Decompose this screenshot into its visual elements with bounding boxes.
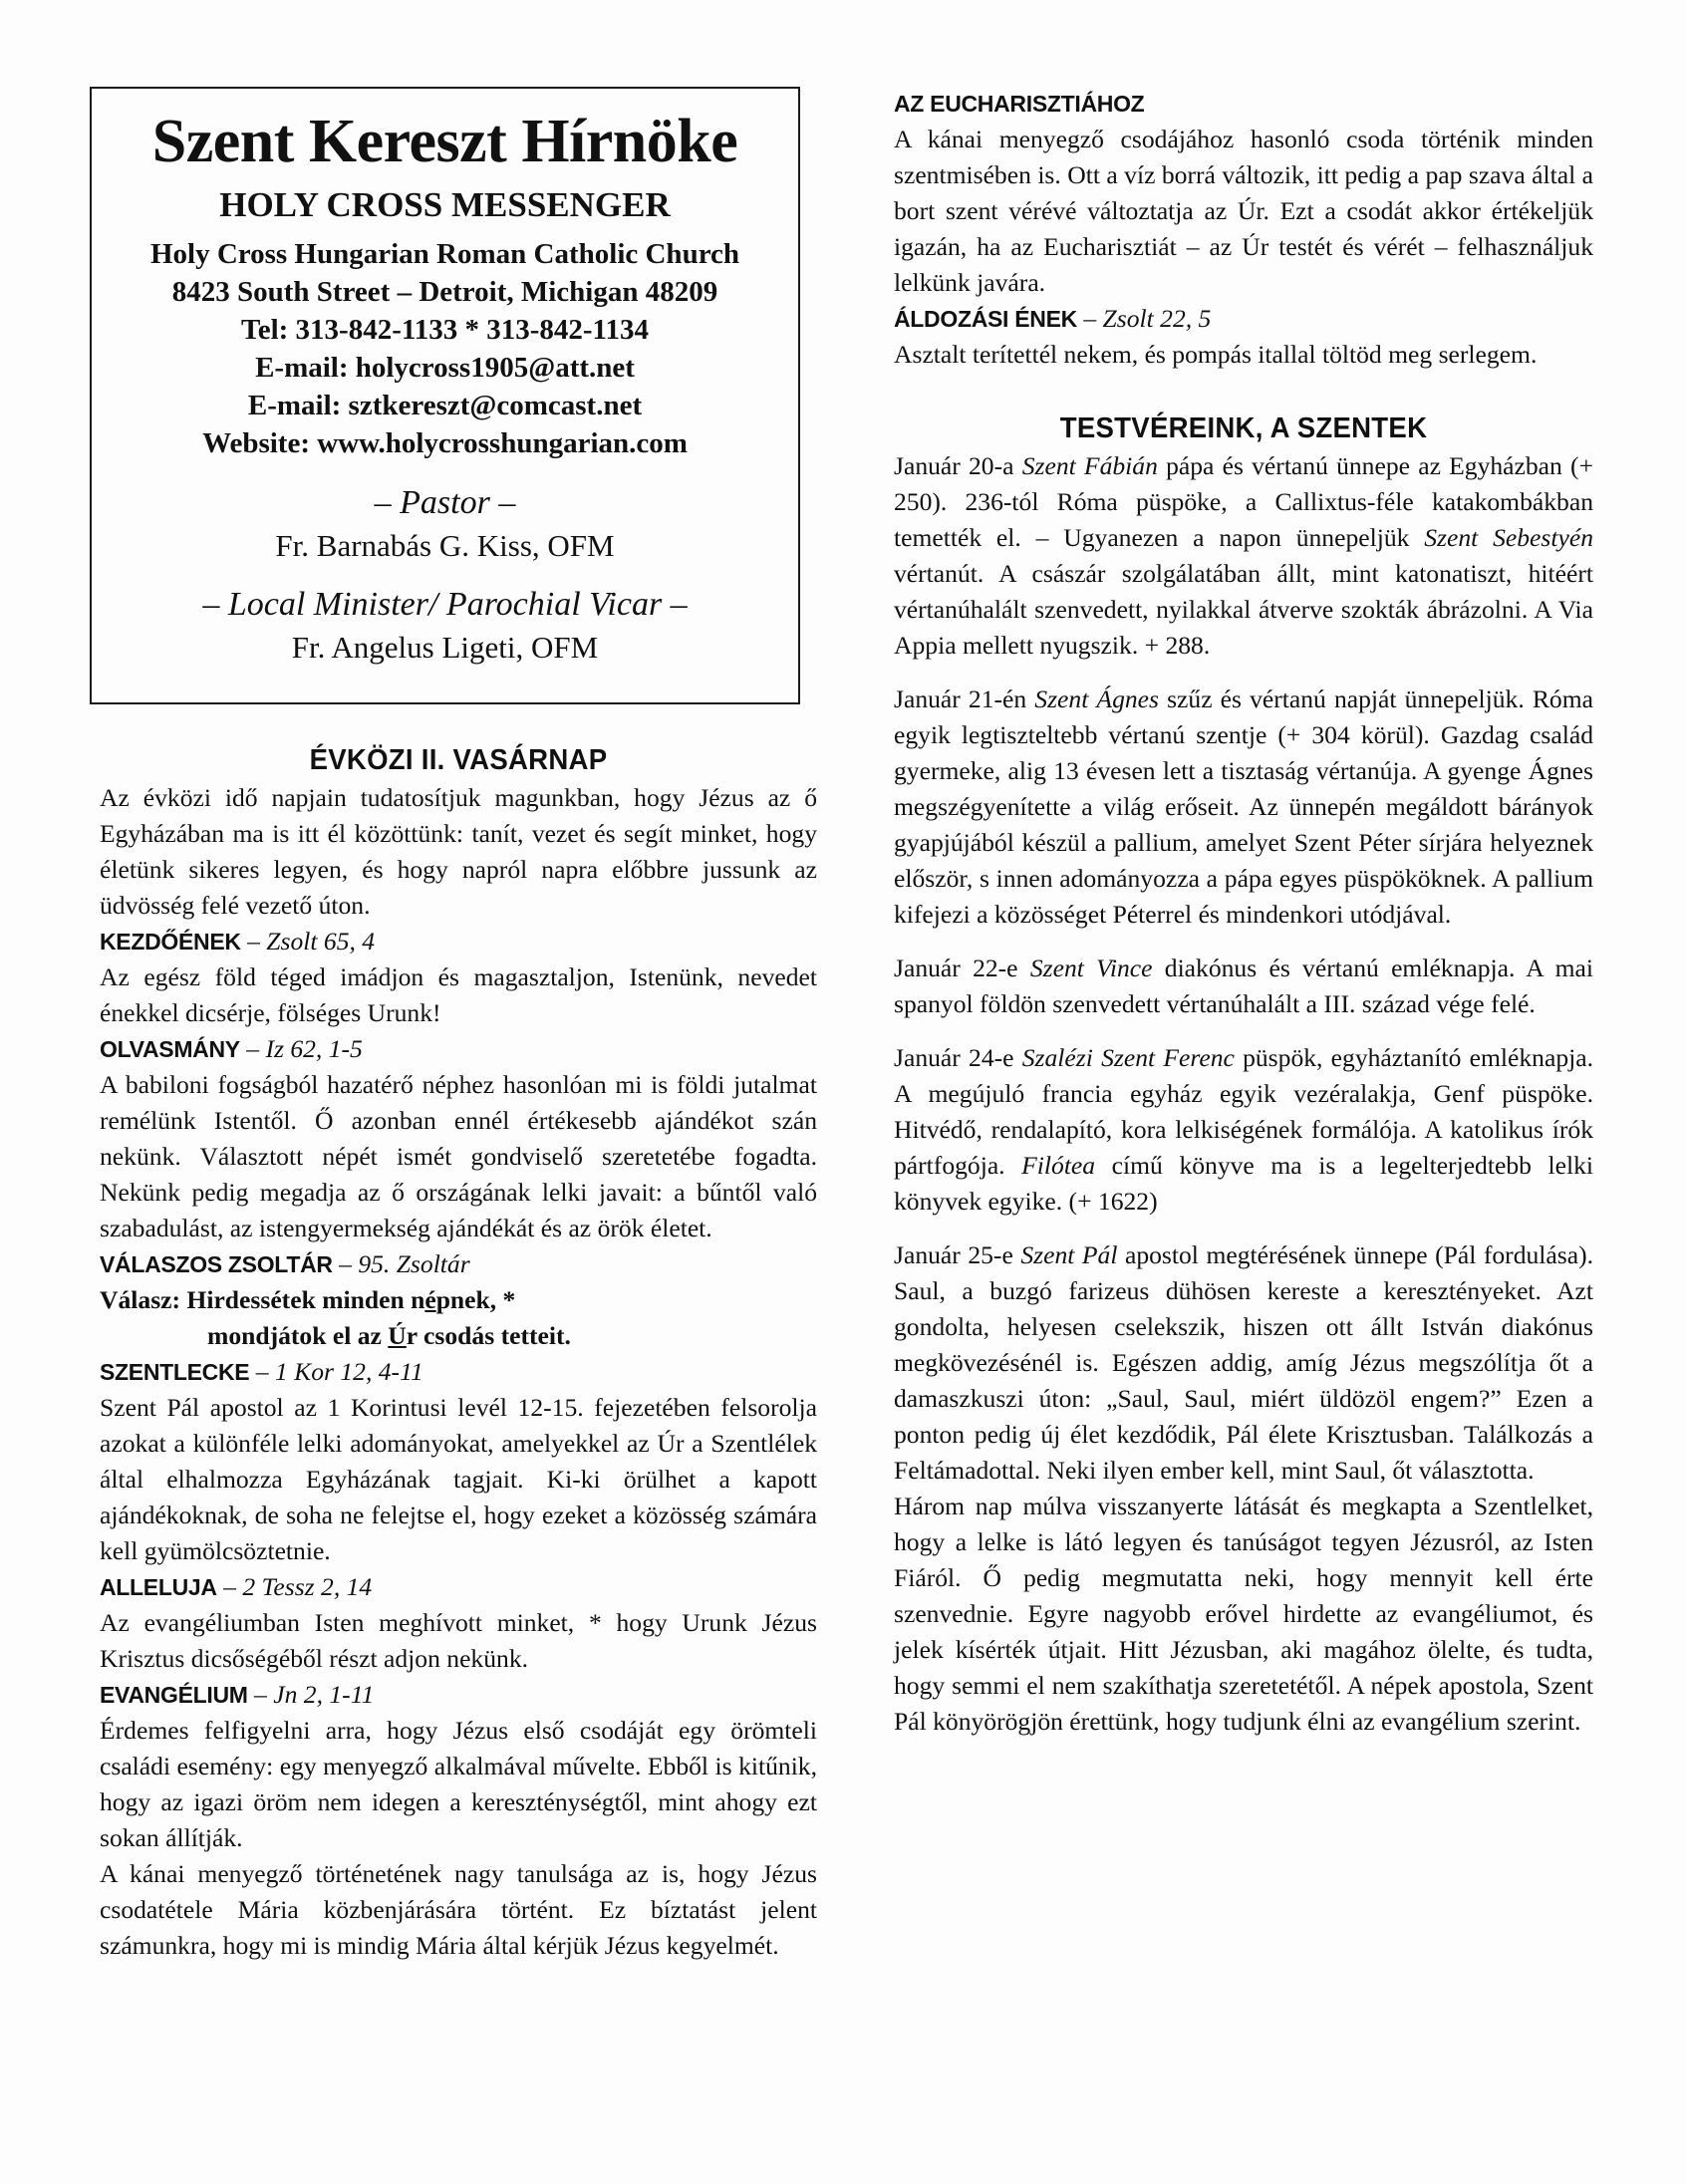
vicar-name: Fr. Angelus Ligeti, OFM bbox=[291, 630, 599, 666]
olvasmany-text: A babiloni fogságból hazatérő néphez hasonlóan mi is földi jutalmat remélünk Istentől. Ő azonban ennél értékesebb ajándékot szán nekünk. Választott népét ismét gondviselő szeretetébe fogadta. Nekünk pedig megadja az ő országának lelki javait: a bűntől való szabadulást, az istengyermekség ajándékát és az örök életet. bbox=[100, 1070, 817, 1242]
spacer bbox=[894, 933, 1593, 951]
kezdoenek-text: Az egész föld téged imádjon és magasztaljon, Istenünk, nevedet énekkel dicsérje, fölséges Urunk! bbox=[100, 962, 817, 1027]
saint-text: püspök, egyháztanító emléknapja. A megújuló francia egyház egyik vezéralakja, Genf püspöke. Hitvédő, rendalapító, kora lelkiségének formálója. A katolikus írók pártfogója. bbox=[894, 1043, 1594, 1180]
evangelium-dash: – bbox=[247, 1680, 274, 1709]
saint-entry-jan20 bbox=[894, 448, 1593, 664]
eucharisztia-heading bbox=[894, 86, 1593, 122]
zsoltar-heading bbox=[100, 1246, 817, 1282]
szentlecke-text: Szent Pál apostol az 1 Korintusi levél 12-15. fejezetében felsorolja azokat a különféle lelki adományokat, amelyekkel az Úr a Szentlélek által elhalmozza Egyházának tagjait. Ki-ki örülhet a kapott ajándékoknak, de soha ne felejtse el, hogy ezeket a közösség számára kell gyümölcsöztetnie. bbox=[100, 1393, 817, 1565]
saint-text-2: vértanút. A császár szolgálatában állt, mint katonatiszt, hitéért vértanúhalált szenvedett, nyilakkal átverve szokták ábrázolni. A Via Appia mellett nyugszik. + 288. bbox=[894, 559, 1593, 660]
evangelium-text-2: A kánai menyegző történetének nagy tanulsága az is, hogy Jézus csodatétele Mária közbenjárására történt. Ez bíztatást jelent számunkra, hogy mi is mindig Mária által kérjük Jézus kegyelmét. bbox=[100, 1859, 817, 1960]
spacer bbox=[894, 1022, 1593, 1040]
saint-date: Január 25-e bbox=[894, 1240, 1021, 1269]
kezdoenek-dash: – bbox=[240, 927, 267, 956]
psalm-response bbox=[100, 1282, 817, 1354]
spacer bbox=[894, 664, 1593, 682]
saint-name: Szent Ágnes bbox=[1034, 684, 1159, 713]
church-name: Holy Cross Hungarian Roman Catholic Church bbox=[149, 237, 740, 270]
response-2-prefix: mondjátok el az bbox=[207, 1321, 389, 1350]
kezdoenek-heading bbox=[100, 924, 817, 959]
saint-text: apostol megtérésének ünnepe (Pál fordulása). Saul, a buzgó farizeus dühösen kereste a keresztényeket. Azt gondolta, helyesen cselekszik, hiszen ott állt István diakónus megkövezésénél is. Egészen addig, amíg Jézus megszólítja őt a damaszkuszi úton: „Saul, Saul, miért üldözöl engem?” Ezen a ponton pedig új élet kezdődik, Pál élete Krisztusban. Találkozás a Feltámadottal. Neki ilyen ember kell, mint Saul, őt választotta. bbox=[894, 1240, 1594, 1485]
newsletter-subtitle: HOLY CROSS MESSENGER bbox=[219, 185, 671, 224]
saint-text-2: című könyve ma is a legelterjedtebb lelki könyvek egyike. (+ 1622) bbox=[894, 1151, 1593, 1216]
spacer bbox=[894, 373, 1593, 409]
eucharisztia-text: A kánai menyegző csodájához hasonló csoda történik minden szentmisében is. Ott a víz borrá változik, itt pedig a pap szava által a bort szent vérévé változtatja az Úr. Ezt a csodát akkor értékeljük igazán, ha az Eucharisztiát – az Úr testét és vérét – felhasználjuk lelkünk javára. bbox=[894, 125, 1593, 297]
response-1-accent: é bbox=[424, 1285, 436, 1314]
saint-entry-jan25-cont: Három nap múlva visszanyerte látását és megkapta a Szentlelket, hogy a lelke is látó legyen és tanúságot tegyen Jézusról, az Isten Fiáról. Ő pedig megmutatta neki, hogy mennyit kell érte szenvednie. Egyre nagyobb erővel hirdette az evangéliumot, és jelek kísérték útjait. Hitt Jézusban, aki magához ölelte, és tudta, hogy semmi el nem szakíthatja szeretetétől. A népek apostola, Szent Pál könyörögjön érettünk, hogy tudjunk élni az evangélium szerint. bbox=[894, 1492, 1593, 1736]
szentlecke-dash: – bbox=[249, 1357, 275, 1386]
saint-text: pápa és vértanú ünnepe az Egyházban (+ 250). 236-tól Róma püspöke, a Callixtus-féle katakombákban temették el. – Ugyanezen a napon ünnepeljük bbox=[894, 451, 1593, 552]
olvasmany-ref: Iz 62, 1-5 bbox=[265, 1034, 363, 1063]
szentlecke-heading bbox=[100, 1354, 817, 1390]
alleluja-label: ALLELUJA bbox=[100, 1574, 217, 1600]
saint-entry-jan25 bbox=[894, 1237, 1593, 1489]
pastor-name: Fr. Barnabás G. Kiss, OFM bbox=[275, 527, 615, 563]
response-line-1 bbox=[100, 1285, 515, 1314]
book-title: Filótea bbox=[1021, 1151, 1096, 1180]
church-email-2: E-mail: sztkereszt@comcast.net bbox=[247, 389, 643, 421]
saint-name-2: Szent Sebestyén bbox=[1424, 523, 1593, 552]
kezdoenek-ref: Zsolt 65, 4 bbox=[266, 927, 376, 956]
kezdoenek-label: KEZDŐÉNEK bbox=[100, 929, 241, 955]
saint-text: diakónus és vértanú emléknapja. A mai spanyol földön szenvedett vértanúhalált a III. század vége felé. bbox=[894, 954, 1594, 1018]
church-address: 8423 South Street – Detroit, Michigan 48209 bbox=[171, 275, 718, 308]
aldozasi-text: Asztalt terítettél nekem, és pompás itallal töltöd meg serlegem. bbox=[894, 340, 1538, 369]
pastor-role: – Pastor – bbox=[374, 483, 516, 521]
olvasmany-dash: – bbox=[239, 1034, 266, 1063]
szentlecke-ref: 1 Kor 12, 4-11 bbox=[274, 1357, 423, 1386]
spacer bbox=[894, 1220, 1593, 1237]
aldozasi-label: ÁLDOZÁSI ÉNEK bbox=[894, 306, 1077, 332]
aldozasi-dash: – bbox=[1076, 304, 1103, 333]
saint-date: Január 20-a bbox=[894, 451, 1022, 480]
aldozasi-heading bbox=[894, 301, 1593, 337]
vicar-role: – Local Minister/ Parochial Vicar – bbox=[202, 585, 688, 623]
masthead-box bbox=[90, 87, 800, 704]
saint-text: szűz és vértanú napját ünnepeljük. Róma egyik legtiszteltebb vértanú szentje (+ 304 körül). Gazdag család gyermeke, alig 13 évesen lett a tisztaság vértanúja. A gyenge Ágnes megszégyenítette a világ erőseit. Az ünnepén megáldott bárányok gyapjújából készül a pallium, amelyet Szent Péter sírjára helyeznek először, s innen adományozza a pápa egyes püspököknek. A pallium kifejezi a közösséget Péterrel és mindenkori utódjával. bbox=[894, 684, 1593, 929]
response-2-accent: Ú bbox=[388, 1321, 407, 1350]
olvasmany-heading bbox=[100, 1031, 817, 1067]
evangelium-label: EVANGÉLIUM bbox=[100, 1682, 248, 1708]
sunday-title: ÉVKÖZI II. VASÁRNAP bbox=[309, 744, 608, 776]
szentlecke-label: SZENTLECKE bbox=[100, 1359, 250, 1385]
church-phone: Tel: 313-842-1133 * 313-842-1134 bbox=[241, 313, 649, 346]
response-2-suffix: r csodás tetteit. bbox=[406, 1321, 571, 1350]
alleluja-ref: 2 Tessz 2, 14 bbox=[242, 1572, 373, 1601]
evangelium-heading bbox=[100, 1677, 817, 1713]
alleluja-text: Az evangéliumban Isten meghívott minket, * hogy Urunk Jézus Krisztus dicsőségéből részt adjon nekünk. bbox=[100, 1608, 817, 1673]
sunday-intro: Az évközi idő napjain tudatosítjuk magunkban, hogy Jézus az ő Egyházában ma is itt él közöttünk: tanít, vezet és segít minket, hogy életünk sikeres legyen, és hogy napról napra előbbre jussunk az üdvösség felé vezető úton. bbox=[100, 783, 817, 920]
evangelium-ref: Jn 2, 1-11 bbox=[273, 1680, 375, 1709]
response-1-suffix: pnek, * bbox=[435, 1285, 516, 1314]
newsletter-title: Szent Kereszt Hírnöke bbox=[151, 108, 738, 175]
saint-name: Szent Vince bbox=[1029, 954, 1153, 982]
saint-date: Január 24-e bbox=[894, 1043, 1022, 1072]
saint-date: Január 21-én bbox=[894, 684, 1035, 713]
saint-entry-jan21 bbox=[894, 682, 1593, 933]
alleluja-dash: – bbox=[216, 1572, 243, 1601]
evangelium-text-1: Érdemes felfigyelni arra, hogy Jézus első csodáját egy örömteli családi esemény: egy menyegző alkalmával művelte. Ebből is kitűnik, hogy az igazi öröm nem idegen a kereszténységtől, mint ahogy ezt sokan állítják. bbox=[100, 1716, 817, 1852]
zsoltar-dash: – bbox=[332, 1249, 359, 1278]
saint-name: Szent Fábián bbox=[1021, 451, 1158, 480]
left-column bbox=[100, 740, 817, 1964]
response-line-2 bbox=[100, 1318, 817, 1354]
church-website: Website: www.holycrosshungarian.com bbox=[202, 426, 688, 459]
church-email-1: E-mail: holycross1905@att.net bbox=[255, 351, 635, 384]
saint-entry-jan24 bbox=[894, 1040, 1593, 1220]
olvasmany-label: OLVASMÁNY bbox=[100, 1036, 240, 1062]
saints-title: TESTVÉREINK, A SZENTEK bbox=[1059, 412, 1428, 444]
alleluja-heading bbox=[100, 1569, 817, 1605]
response-1-prefix: Válasz: Hirdessétek minden n bbox=[100, 1285, 425, 1314]
saint-entry-jan22 bbox=[894, 951, 1593, 1022]
zsoltar-ref: 95. Zsoltár bbox=[358, 1249, 470, 1278]
saint-name: Szalézi Szent Ferenc bbox=[1021, 1043, 1235, 1072]
right-column bbox=[894, 86, 1593, 1740]
saint-name: Szent Pál bbox=[1020, 1240, 1118, 1269]
zsoltar-label: VÁLASZOS ZSOLTÁR bbox=[100, 1251, 333, 1277]
aldozasi-ref: Zsolt 22, 5 bbox=[1102, 304, 1212, 333]
eucharisztia-label: AZ EUCHARISZTIÁHOZ bbox=[894, 91, 1145, 117]
saint-date: Január 22-e bbox=[894, 954, 1030, 982]
